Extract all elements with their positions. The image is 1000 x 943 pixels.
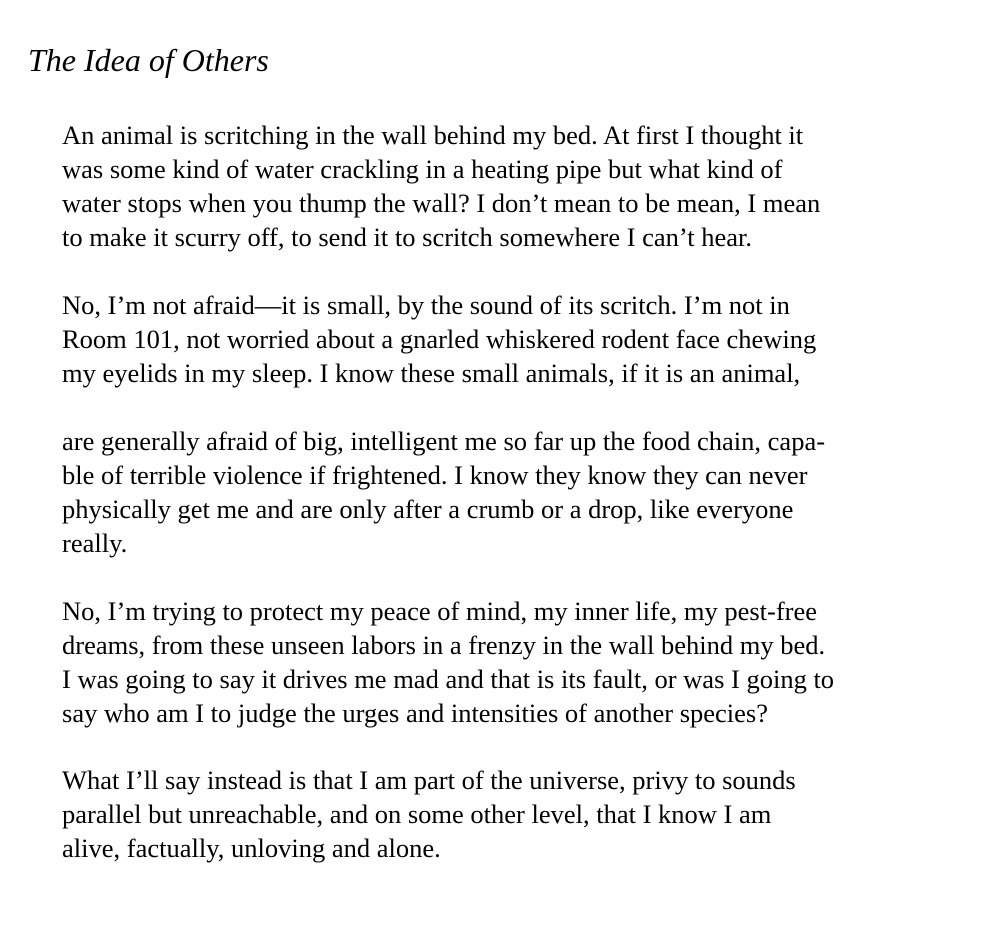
poem-line: alive, factually, unloving and alone. [62,833,441,863]
poem-line: Room 101, not worried about a gnarled whiskered rodent face chewing [62,324,817,354]
poem-line: to make it scurry off, to send it to scritch somewhere I can’t hear. [62,222,753,252]
poem-line: say who am I to judge the urges and intensities of another species? [62,698,768,728]
stanza-2 [62,288,982,390]
poem-line: No, I’m not afraid—it is small, by the sound of its scritch. I’m not in [62,290,790,320]
poem-line: my eyelids in my sleep. I know these small animals, if it is an animal, [62,358,801,388]
stanza-5 [62,763,982,865]
poem-line: was some kind of water crackling in a heating pipe but what kind of [62,154,783,184]
poem-title: The Idea of Others [28,42,269,78]
poem-line: really. [62,528,128,558]
poem-line: are generally afraid of big, intelligent me so far up the food chain, capa- [62,426,826,456]
stanza-3 [62,424,982,560]
poem-line: What I’ll say instead is that I am part of the universe, privy to sounds [62,765,796,795]
poem-line: An animal is scritching in the wall behind my bed. At first I thought it [62,120,804,150]
poem-line: parallel but unreachable, and on some other level, that I know I am [62,799,772,829]
poem-line: ble of terrible violence if frightened. I know they know they can never [62,460,808,490]
poem-line: physically get me and are only after a crumb or a drop, like everyone [62,494,794,524]
poem-line: I was going to say it drives me mad and that is its fault, or was I going to [62,664,835,694]
poem-line: dreams, from these unseen labors in a frenzy in the wall behind my bed. [62,630,826,660]
stanza-4 [62,594,982,730]
poem-line: water stops when you thump the wall? I don’t mean to be mean, I mean [62,188,821,218]
poem-line: No, I’m trying to protect my peace of mind, my inner life, my pest-free [62,596,818,626]
stanza-1 [62,118,982,254]
